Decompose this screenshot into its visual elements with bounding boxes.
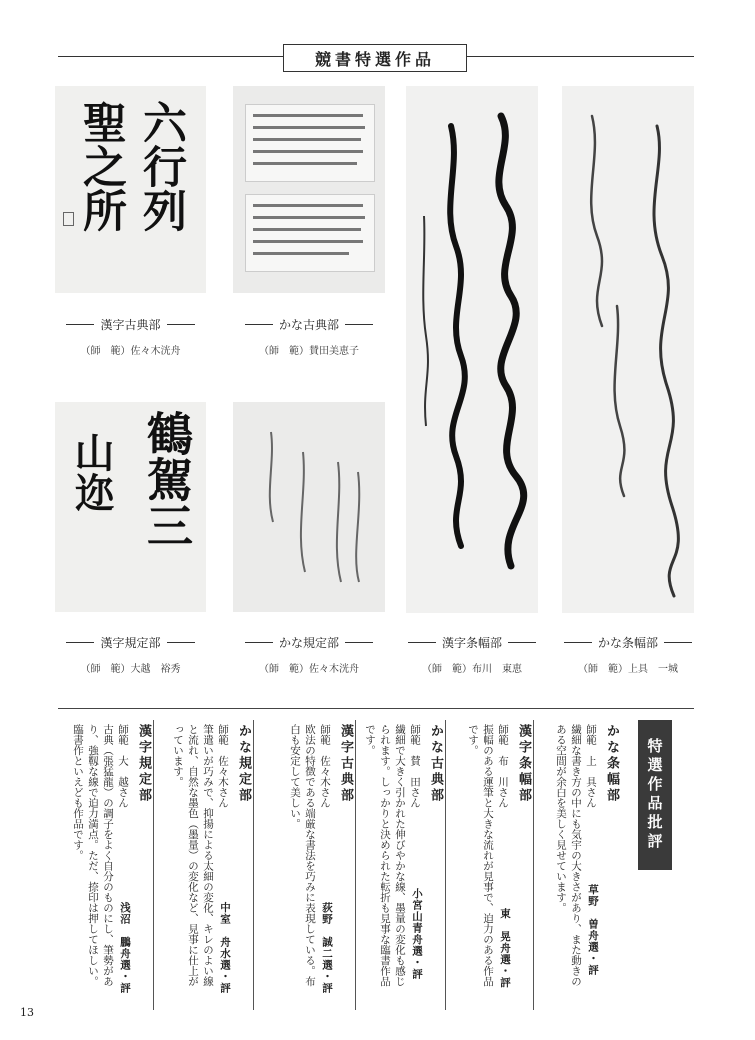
mentor-name: （師 範）大越 裕秀	[80, 664, 181, 675]
section-divider	[58, 708, 694, 709]
critique-line: り、強靱な線で迫力満点。ただ、捺印は押してほしい。	[87, 724, 99, 987]
critique-line: 筆遣いが巧みで、抑揚による太細の変化、キレのよい線	[202, 724, 214, 987]
critique-heading: 漢字規定部	[136, 724, 151, 804]
critique-heading: かな条幅部	[604, 724, 619, 804]
critique-line: です。	[467, 724, 479, 756]
column-separator	[355, 720, 356, 1010]
critique-line: 繊細な書き方の中にも気宇の大きさがあり、また動きの	[570, 724, 582, 987]
critique-line: 振幅のある運筆と大きな流れが見事で、迫力のある作品	[482, 724, 494, 987]
critique-line: 師範 上 具さん	[585, 724, 597, 808]
critique-signature: 草野 曽舟選・評	[587, 884, 599, 976]
critique-line: 師範 佐々木さん	[319, 724, 331, 808]
category-label: かな古典部	[233, 316, 385, 333]
category-label: 漢字条幅部	[406, 634, 538, 651]
critique-line: 臨書作といえども作品です。	[72, 724, 84, 861]
critique-signature: 東 晃舟選・評	[499, 908, 511, 989]
artwork-text-right: 鶴駕三	[140, 410, 194, 548]
artwork-kana-jouhuku	[562, 86, 694, 613]
critique-line: られます。しっかりと決められた転折も見事な臨書作品	[379, 724, 391, 987]
critique-line: ある空間が余白を美しく見せています。	[555, 724, 567, 913]
critique-line: と流れ、自然な墨色（墨量）の変化など、見事に仕上が	[187, 724, 199, 987]
critique-heading: 漢字条幅部	[516, 724, 531, 804]
artwork-text-left: 聖之所	[75, 100, 126, 232]
cursive-strokes	[406, 86, 538, 613]
category-label: 漢字規定部	[55, 634, 206, 651]
critique-line: です。	[364, 724, 376, 756]
critique-line: 師範 布 川さん	[497, 724, 509, 808]
mentor-name: （師 範）賛田美恵子	[259, 346, 359, 357]
critique-heading: 漢字古典部	[338, 724, 353, 804]
category-label: かな条幅部	[562, 634, 694, 651]
column-separator	[533, 720, 534, 1010]
artwork-text-left: 山迩	[68, 432, 115, 512]
artwork-kanji-koten	[55, 86, 206, 293]
column-separator	[153, 720, 154, 1010]
mentor-name: （師 範）佐々木洸舟	[80, 346, 181, 357]
artwork-text-right: 六行列	[135, 100, 186, 232]
critique-label: 特選作品批評	[638, 720, 672, 870]
page-title: 競書特選作品	[283, 44, 467, 72]
column-separator	[253, 720, 254, 1010]
critique-line: 繊細で大きく引かれた伸びやかな線、墨量の変化も感じ	[394, 724, 406, 987]
critique-signature: 小宮山青舟選・評	[411, 888, 423, 980]
critique-heading: かな古典部	[428, 724, 443, 804]
critique-line: 師範 賛 田さん	[409, 724, 421, 808]
critique-line: 白も安定して美しい。	[289, 724, 301, 829]
artwork-kana-koten	[233, 86, 385, 293]
seal-stamp	[63, 212, 74, 226]
page-number: 13	[20, 1006, 34, 1019]
kana-strokes	[562, 86, 694, 613]
artwork-kanji-jouhuku	[406, 86, 538, 613]
mentor-name: （師 範）布川 東恵	[422, 664, 522, 675]
critique-signature: 荻野 誠二選・評	[321, 902, 333, 994]
critique-line: 師範 大 越さん	[117, 724, 129, 808]
critique-line: っています。	[172, 724, 184, 787]
critique-signature: 中室 舟水選・評	[219, 902, 231, 994]
critique-line: 古典（張猛龍）の調子をよく自分のものにし、筆勢があ	[102, 724, 114, 987]
column-separator	[445, 720, 446, 1010]
category-label: かな規定部	[233, 634, 385, 651]
critique-line: 師範 佐々木さん	[217, 724, 229, 808]
critique-line: 欧法の特徴である端厳な書法を巧みに表現している。布	[304, 724, 316, 987]
mentor-name: （師 範）上具 一城	[578, 664, 678, 675]
artwork-kana-kitei	[233, 402, 385, 612]
category-label: 漢字古典部	[55, 316, 206, 333]
artwork-kanji-kitei	[55, 402, 206, 612]
mentor-name: （師 範）佐々木洸舟	[259, 664, 359, 675]
critique-signature: 浅沼 鵬舟選・評	[119, 902, 131, 994]
critique-heading: かな規定部	[236, 724, 251, 804]
kana-strokes	[233, 402, 385, 612]
